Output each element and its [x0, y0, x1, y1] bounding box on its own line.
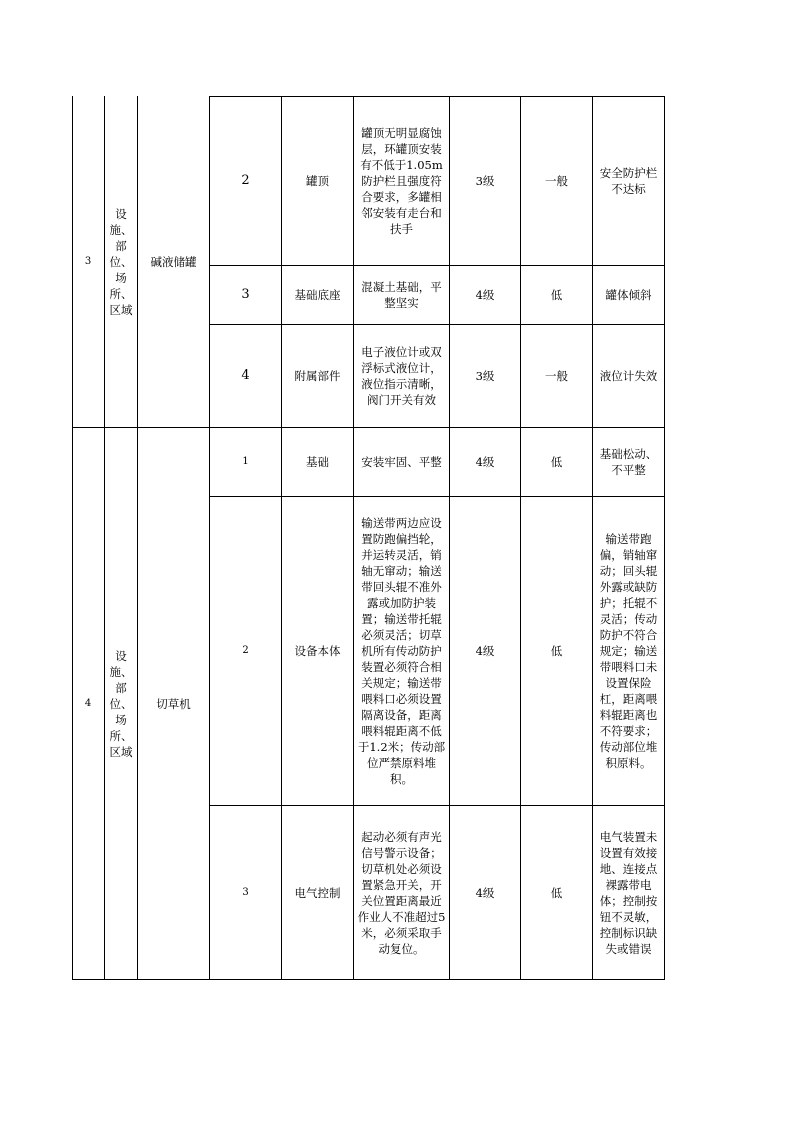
row-item: 附属部件 [294, 369, 341, 383]
row-item: 电气控制 [294, 885, 341, 900]
row-level: 3级 [475, 369, 495, 383]
row-standard: 电子液位计或双浮标式液位计，液位指示清晰，阀门开关有效 [361, 345, 442, 407]
row-level: 3级 [475, 174, 495, 188]
row-no: 2 [242, 645, 249, 656]
row-no: 3 [241, 287, 250, 302]
group-name: 切草机 [156, 696, 191, 711]
row-item: 设备本体 [294, 644, 341, 658]
row-risk: 低 [550, 455, 563, 469]
grid-line [72, 979, 665, 980]
row-standard: 混凝土基础，平整坚实 [361, 280, 442, 310]
row-risk: 一般 [545, 174, 568, 188]
row-level: 4级 [475, 455, 495, 469]
row-no: 2 [241, 173, 250, 188]
group-index: 4 [84, 697, 92, 709]
row-deviation: 罐体倾斜 [605, 288, 652, 302]
row-level: 4级 [475, 885, 495, 900]
row-standard: 安装牢固、平整 [361, 455, 442, 469]
row-deviation: 电气装置未设置有效接地、连接点裸露带电体；控制按钮不灵敏，控制标识缺失或错误 [599, 829, 658, 956]
row-deviation: 输送带跑偏，销轴窜动；回头辊外露或缺防护；托辊不灵活；传动防护不符合规定；输送带喂料口未设置保险杠，距离喂料辊距离也不符要求；传动部位堆积原料。 [599, 532, 658, 770]
group-category: 设施、部位、场所、区域 [109, 648, 133, 759]
row-risk: 低 [550, 644, 563, 658]
row-item: 基础 [306, 455, 329, 469]
row-no: 3 [242, 886, 249, 898]
grid-line [664, 96, 665, 980]
row-standard: 起动必须有声光信号警示设备；切草机处必须设置紧急开关，开关位置距离最近作业人不准超过5米，必须采取手动复位。 [357, 829, 446, 956]
group-index: 3 [84, 255, 92, 267]
group-name: 碱液储罐 [150, 254, 197, 269]
row-level: 4级 [475, 644, 495, 658]
row-deviation: 安全防护栏不达标 [599, 166, 658, 196]
row-risk: 一般 [545, 369, 568, 383]
row-standard: 罐顶无明显腐蚀层，环罐顶安装有不低于1.05m防护栏且强度符合要求，多罐相邻安装有走台和扶手 [360, 126, 443, 236]
row-deviation: 液位计失效 [599, 369, 658, 383]
group-category: 设施、部位、场所、区域 [109, 206, 133, 317]
row-no: 4 [241, 368, 250, 383]
row-level: 4级 [475, 288, 495, 302]
row-standard: 输送带两边应设置防跑偏挡轮，并运转灵活，销轴无窜动；输送带回头辊不准外露或加防护装置；输送带托辊必须灵活；切草机所有传动防护装置必须符合相关规定；输送带喂料口必须设置隔离设备，距离喂料辊距离不低于1.2米；传动部位严禁原料堆积。 [357, 516, 446, 786]
row-risk: 低 [550, 288, 563, 302]
row-deviation: 基础松动、不平整 [599, 447, 658, 477]
row-no: 1 [242, 456, 249, 467]
row-item: 罐顶 [306, 174, 329, 188]
row-risk: 低 [550, 885, 563, 900]
row-item: 基础底座 [294, 288, 341, 302]
